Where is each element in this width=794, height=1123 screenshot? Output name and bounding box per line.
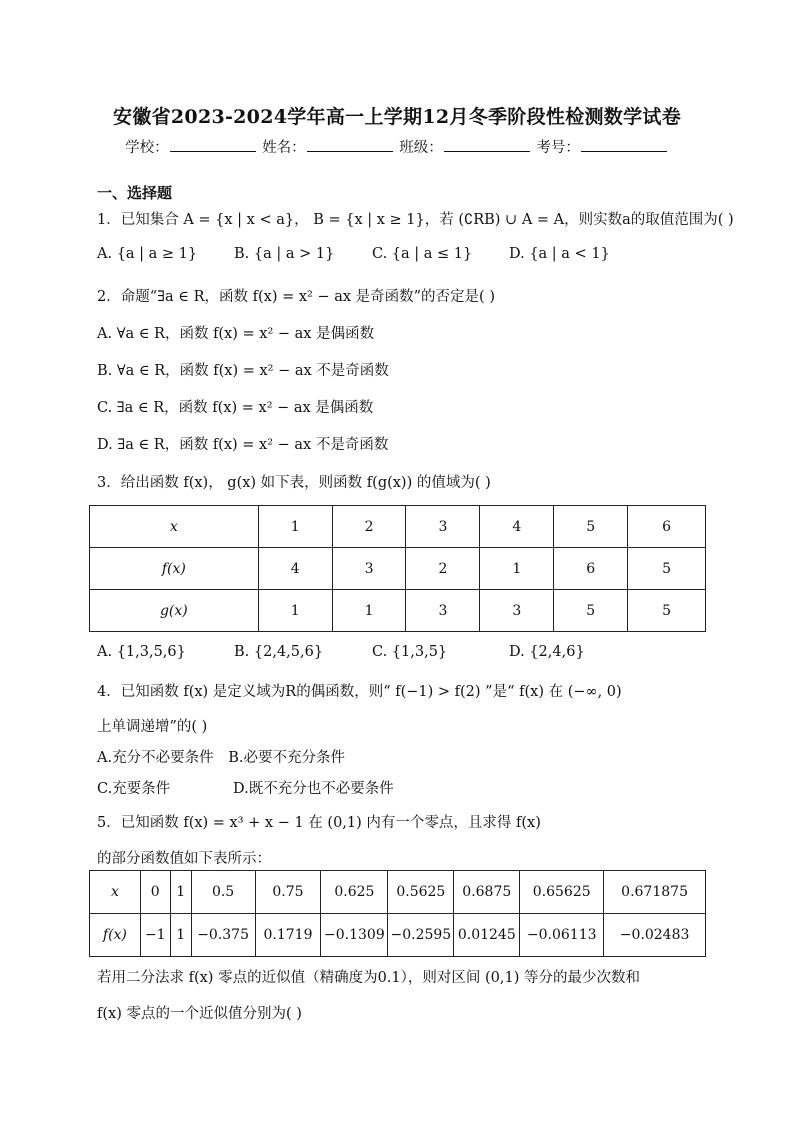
table-row [90, 506, 706, 548]
table-cell: 6 [628, 506, 706, 548]
table-cell: 0.671875 [604, 871, 706, 914]
table-cell: 1 [332, 590, 406, 632]
q3-option-a[interactable]: A. {1,3,5,6} [97, 644, 186, 660]
question-5-stem-line4: f(x) 零点的一个近似值分别为( ) [97, 1006, 302, 1022]
q3-option-c[interactable]: C. {1,3,5} [372, 644, 448, 660]
table-cell: 1 [170, 914, 191, 957]
question-4-stem-line1: 4．已知函数 f(x) 是定义域为R的偶函数，则“ f(−1) > f(2) ”是“ f(x) 在 (−∞, 0) [97, 684, 622, 700]
q3-function-table [89, 505, 706, 632]
table-cell: 1 [258, 590, 332, 632]
q4-options-row1 [97, 746, 345, 767]
table-row-header: x [90, 506, 259, 548]
table-row [90, 548, 706, 590]
question-5-stem-line2: 的部分函数值如下表所示： [97, 851, 271, 867]
table-cell: 1 [170, 871, 191, 914]
table-cell: 0.6875 [454, 871, 520, 914]
table-cell: 3 [406, 590, 480, 632]
q4-option-d[interactable]: D.既不充分也不必要条件 [233, 781, 394, 797]
q4-option-c[interactable]: C.充要条件 [97, 781, 171, 797]
q1-option-d[interactable]: D. {a | a < 1} [509, 246, 610, 262]
q2-option-a[interactable]: A. ∀a ∈ R，函数 f(x) = x² − ax 是偶函数 [97, 326, 375, 342]
question-5-stem-line1: 5．已知函数 f(x) = x³ + x − 1 在 (0,1) 内有一个零点，且求得 f(x) [97, 815, 541, 831]
q2-option-b[interactable]: B. ∀a ∈ R，函数 f(x) = x² − ax 不是奇函数 [97, 363, 389, 379]
table-row-header: f(x) [90, 548, 259, 590]
school-blank[interactable] [170, 139, 256, 152]
table-cell: 5 [628, 590, 706, 632]
table-cell: 0.01245 [454, 914, 520, 957]
table-cell: 2 [406, 548, 480, 590]
table-row-header: x [90, 871, 141, 914]
table-cell: 4 [480, 506, 554, 548]
q1-option-b[interactable]: B. {a | a > 1} [234, 246, 335, 262]
table-cell: 3 [406, 506, 480, 548]
table-cell: 0.75 [255, 871, 321, 914]
q3-table-body [90, 506, 706, 632]
table-cell: 5 [628, 548, 706, 590]
table-row-header: g(x) [90, 590, 259, 632]
table-cell: 0.5625 [388, 871, 454, 914]
table-cell: −0.06113 [520, 914, 604, 957]
q4-option-a[interactable]: A.充分不必要条件 [97, 750, 214, 766]
question-2-stem: 2．命题“∃a ∈ R，函数 f(x) = x² − ax 是奇函数”的否定是( ) [97, 289, 495, 305]
name-label: 姓名： [262, 140, 306, 156]
table-cell: 0.65625 [520, 871, 604, 914]
table-cell: 0 [140, 871, 170, 914]
q3-option-b[interactable]: B. {2,4,5,6} [234, 644, 324, 660]
table-row [90, 871, 706, 914]
question-1-stem: 1．已知集合 A = {x | x < a}， B = {x | x ≥ 1}，若 (∁RB) ∪ A = A，则实数a的取值范围为( ) [97, 212, 734, 228]
table-cell: 5 [554, 590, 628, 632]
table-cell: −1 [140, 914, 170, 957]
question-3-stem: 3．给出函数 f(x)， g(x) 如下表，则函数 f(g(x)) 的值域为( ) [97, 475, 491, 491]
q1-option-c[interactable]: C. {a | a ≤ 1} [372, 246, 473, 262]
table-cell: −0.1309 [321, 914, 388, 957]
table-cell: 3 [480, 590, 554, 632]
q5-value-table [89, 870, 706, 957]
table-cell: 0.5 [191, 871, 255, 914]
q5-table-body [90, 871, 706, 957]
table-cell: 1 [258, 506, 332, 548]
name-blank[interactable] [307, 139, 393, 152]
table-cell: 6 [554, 548, 628, 590]
section-heading: 一、选择题 [97, 184, 173, 202]
question-5-stem-line3: 若用二分法求 f(x) 零点的近似值（精确度为0.1），则对区间 (0,1) 等分的最少次数和 [97, 970, 640, 986]
table-cell: −0.375 [191, 914, 255, 957]
exam-title: 安徽省2023-2024学年高一上学期12月冬季阶段性检测数学试卷 [113, 106, 681, 128]
table-cell: −0.02483 [604, 914, 706, 957]
student-info-row [0, 136, 794, 157]
table-cell: 3 [332, 548, 406, 590]
class-label: 班级： [399, 140, 443, 156]
q1-option-a[interactable]: A. {a | a ≥ 1} [97, 246, 198, 262]
table-cell: −0.2595 [388, 914, 454, 957]
table-cell: 5 [554, 506, 628, 548]
table-cell: 4 [258, 548, 332, 590]
table-row [90, 914, 706, 957]
table-cell: 0.625 [321, 871, 388, 914]
table-cell: 0.1719 [255, 914, 321, 957]
table-row [90, 590, 706, 632]
question-4-stem-line2: 上单调递增”的( ) [97, 719, 208, 735]
q3-option-d[interactable]: D. {2,4,6} [509, 644, 585, 660]
table-cell: 2 [332, 506, 406, 548]
class-blank[interactable] [444, 139, 530, 152]
table-row-header: f(x) [90, 914, 141, 957]
q2-option-c[interactable]: C. ∃a ∈ R，函数 f(x) = x² − ax 是偶函数 [97, 400, 374, 416]
q4-option-b[interactable]: B.必要不充分条件 [228, 750, 345, 766]
exam-number-blank[interactable] [581, 139, 667, 152]
q4-options-row2 [97, 777, 394, 798]
q2-option-d[interactable]: D. ∃a ∈ R，函数 f(x) = x² − ax 不是奇函数 [97, 437, 389, 453]
table-cell: 1 [480, 548, 554, 590]
exam-number-label: 考号： [536, 140, 580, 156]
school-label: 学校： [125, 140, 169, 156]
